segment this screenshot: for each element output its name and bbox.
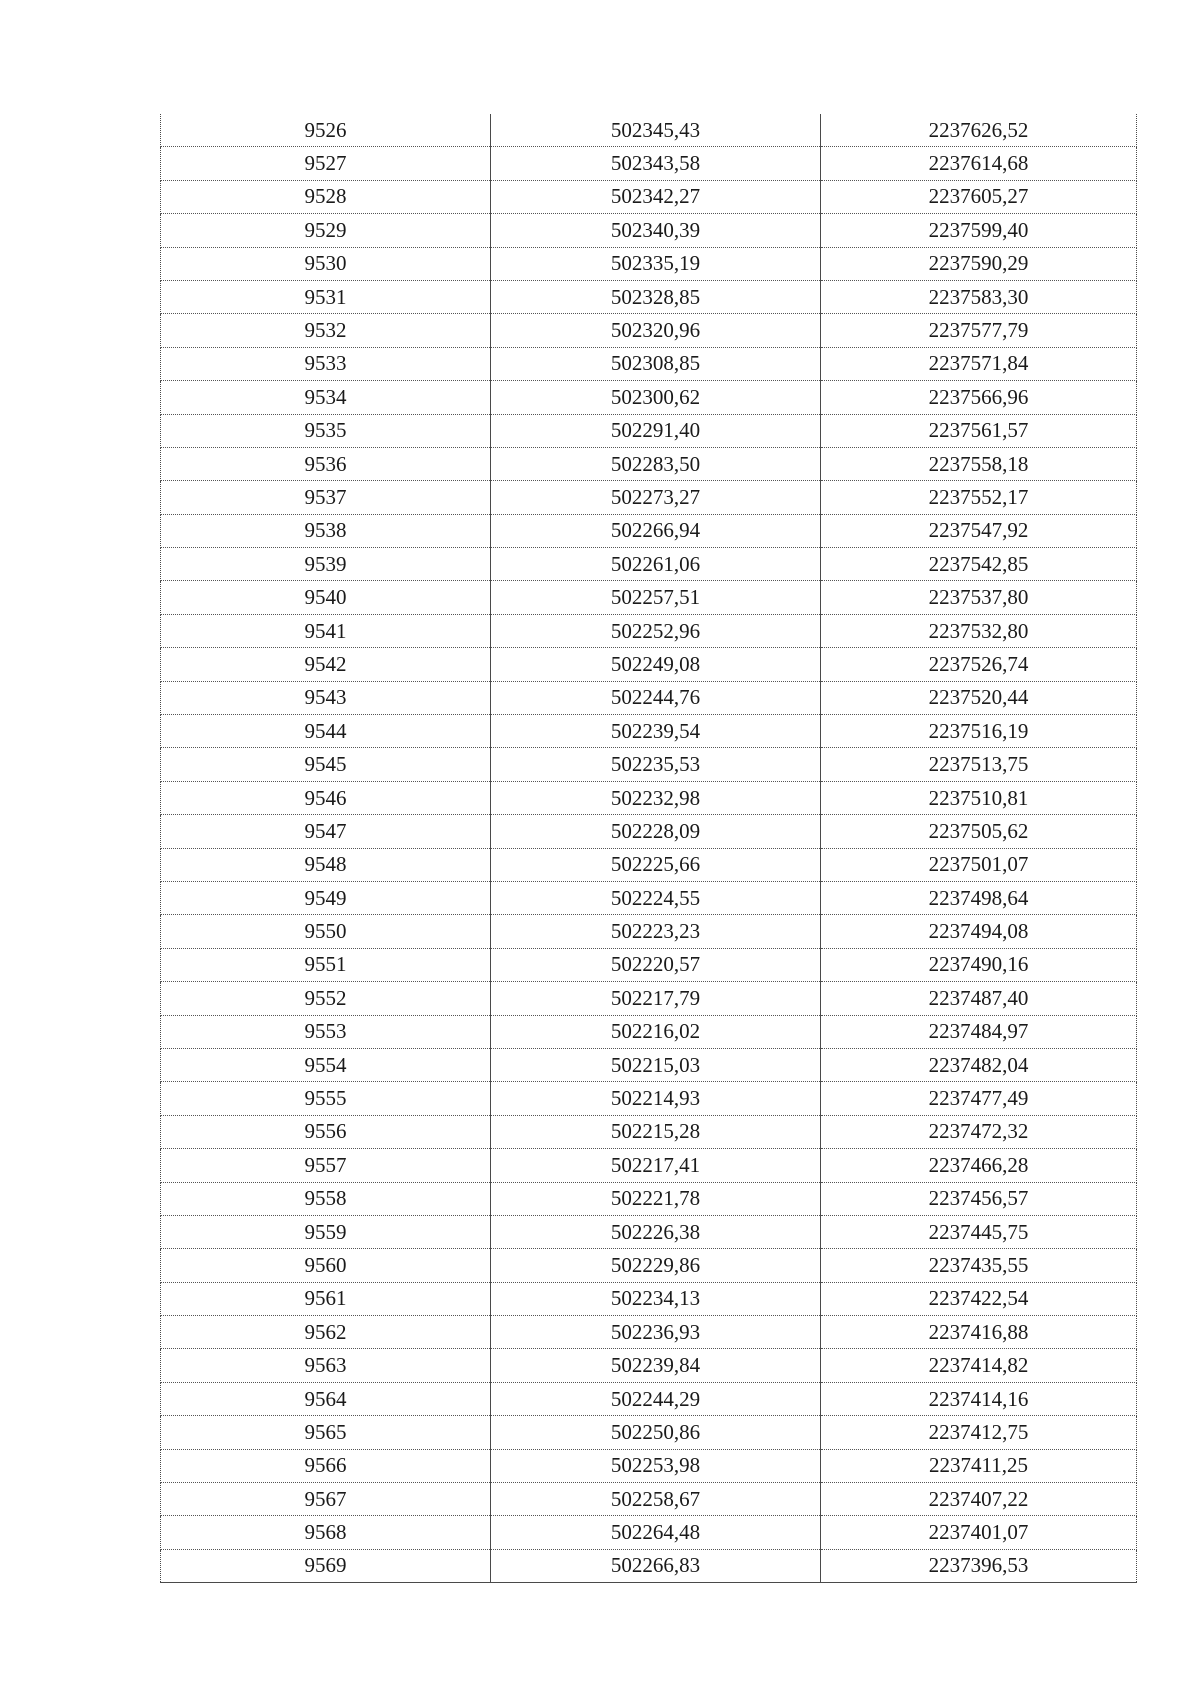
- y-coordinate-cell: 2237561,57: [821, 414, 1137, 447]
- y-coordinate-cell: 2237532,80: [821, 614, 1137, 647]
- table-row: [161, 614, 1137, 647]
- table-row: [161, 1015, 1137, 1048]
- table-row: [161, 1215, 1137, 1248]
- x-coordinate-cell: 502236,93: [491, 1316, 821, 1349]
- table-row: [161, 1483, 1137, 1516]
- y-coordinate-cell: 2237482,04: [821, 1048, 1137, 1081]
- point-number-cell: 9568: [161, 1516, 491, 1549]
- table-row: [161, 214, 1137, 247]
- point-number-cell: 9528: [161, 180, 491, 213]
- table-row: [161, 114, 1137, 147]
- x-coordinate-cell: 502229,86: [491, 1249, 821, 1282]
- table-row: [161, 280, 1137, 313]
- y-coordinate-cell: 2237501,07: [821, 848, 1137, 881]
- x-coordinate-cell: 502226,38: [491, 1215, 821, 1248]
- table-row: [161, 1182, 1137, 1215]
- point-number-cell: 9556: [161, 1115, 491, 1148]
- y-coordinate-cell: 2237445,75: [821, 1215, 1137, 1248]
- y-coordinate-cell: 2237513,75: [821, 748, 1137, 781]
- y-coordinate-cell: 2237472,32: [821, 1115, 1137, 1148]
- y-coordinate-cell: 2237566,96: [821, 381, 1137, 414]
- y-coordinate-cell: 2237590,29: [821, 247, 1137, 280]
- table-row: [161, 1316, 1137, 1349]
- y-coordinate-cell: 2237490,16: [821, 948, 1137, 981]
- point-number-cell: 9563: [161, 1349, 491, 1382]
- y-coordinate-cell: 2237414,16: [821, 1382, 1137, 1415]
- point-number-cell: 9549: [161, 881, 491, 914]
- point-number-cell: 9537: [161, 481, 491, 514]
- x-coordinate-cell: 502232,98: [491, 781, 821, 814]
- y-coordinate-cell: 2237599,40: [821, 214, 1137, 247]
- y-coordinate-cell: 2237494,08: [821, 915, 1137, 948]
- x-coordinate-cell: 502250,86: [491, 1416, 821, 1449]
- point-number-cell: 9541: [161, 614, 491, 647]
- x-coordinate-cell: 502235,53: [491, 748, 821, 781]
- x-coordinate-cell: 502340,39: [491, 214, 821, 247]
- table-row: [161, 881, 1137, 914]
- table-row: [161, 314, 1137, 347]
- table-row: [161, 815, 1137, 848]
- table-row: [161, 1349, 1137, 1382]
- y-coordinate-cell: 2237520,44: [821, 681, 1137, 714]
- y-coordinate-cell: 2237435,55: [821, 1249, 1137, 1282]
- x-coordinate-cell: 502215,03: [491, 1048, 821, 1081]
- y-coordinate-cell: 2237414,82: [821, 1349, 1137, 1382]
- point-number-cell: 9555: [161, 1082, 491, 1115]
- point-number-cell: 9540: [161, 581, 491, 614]
- table-row: [161, 648, 1137, 681]
- point-number-cell: 9559: [161, 1215, 491, 1248]
- table-row: [161, 781, 1137, 814]
- y-coordinate-cell: 2237558,18: [821, 447, 1137, 480]
- coordinates-table: [160, 114, 1137, 1583]
- point-number-cell: 9527: [161, 147, 491, 180]
- x-coordinate-cell: 502244,29: [491, 1382, 821, 1415]
- table-row: [161, 915, 1137, 948]
- point-number-cell: 9557: [161, 1149, 491, 1182]
- y-coordinate-cell: 2237510,81: [821, 781, 1137, 814]
- x-coordinate-cell: 502228,09: [491, 815, 821, 848]
- point-number-cell: 9550: [161, 915, 491, 948]
- x-coordinate-cell: 502239,84: [491, 1349, 821, 1382]
- point-number-cell: 9545: [161, 748, 491, 781]
- x-coordinate-cell: 502342,27: [491, 180, 821, 213]
- table-row: [161, 1449, 1137, 1482]
- point-number-cell: 9538: [161, 514, 491, 547]
- x-coordinate-cell: 502258,67: [491, 1483, 821, 1516]
- x-coordinate-cell: 502264,48: [491, 1516, 821, 1549]
- point-number-cell: 9535: [161, 414, 491, 447]
- point-number-cell: 9546: [161, 781, 491, 814]
- table-row: [161, 848, 1137, 881]
- x-coordinate-cell: 502283,50: [491, 447, 821, 480]
- y-coordinate-cell: 2237626,52: [821, 114, 1137, 147]
- table-row: [161, 1516, 1137, 1549]
- y-coordinate-cell: 2237614,68: [821, 147, 1137, 180]
- table-row: [161, 1249, 1137, 1282]
- point-number-cell: 9569: [161, 1549, 491, 1582]
- x-coordinate-cell: 502221,78: [491, 1182, 821, 1215]
- table-row: [161, 1149, 1137, 1182]
- y-coordinate-cell: 2237396,53: [821, 1549, 1137, 1582]
- point-number-cell: 9539: [161, 548, 491, 581]
- y-coordinate-cell: 2237401,07: [821, 1516, 1137, 1549]
- x-coordinate-cell: 502217,79: [491, 982, 821, 1015]
- point-number-cell: 9562: [161, 1316, 491, 1349]
- y-coordinate-cell: 2237571,84: [821, 347, 1137, 380]
- table-row: [161, 748, 1137, 781]
- y-coordinate-cell: 2237498,64: [821, 881, 1137, 914]
- point-number-cell: 9533: [161, 347, 491, 380]
- y-coordinate-cell: 2237583,30: [821, 280, 1137, 313]
- y-coordinate-cell: 2237505,62: [821, 815, 1137, 848]
- table-row: [161, 180, 1137, 213]
- x-coordinate-cell: 502215,28: [491, 1115, 821, 1148]
- x-coordinate-cell: 502266,94: [491, 514, 821, 547]
- point-number-cell: 9567: [161, 1483, 491, 1516]
- x-coordinate-cell: 502328,85: [491, 280, 821, 313]
- point-number-cell: 9547: [161, 815, 491, 848]
- y-coordinate-cell: 2237516,19: [821, 715, 1137, 748]
- y-coordinate-cell: 2237422,54: [821, 1282, 1137, 1315]
- x-coordinate-cell: 502291,40: [491, 414, 821, 447]
- point-number-cell: 9560: [161, 1249, 491, 1282]
- x-coordinate-cell: 502224,55: [491, 881, 821, 914]
- x-coordinate-cell: 502266,83: [491, 1549, 821, 1582]
- x-coordinate-cell: 502273,27: [491, 481, 821, 514]
- point-number-cell: 9542: [161, 648, 491, 681]
- table-row: [161, 1382, 1137, 1415]
- point-number-cell: 9543: [161, 681, 491, 714]
- y-coordinate-cell: 2237542,85: [821, 548, 1137, 581]
- table-row: [161, 1549, 1137, 1582]
- point-number-cell: 9544: [161, 715, 491, 748]
- table-row: [161, 247, 1137, 280]
- point-number-cell: 9531: [161, 280, 491, 313]
- table-row: [161, 681, 1137, 714]
- y-coordinate-cell: 2237537,80: [821, 581, 1137, 614]
- table-row: [161, 581, 1137, 614]
- table-row: [161, 1416, 1137, 1449]
- x-coordinate-cell: 502300,62: [491, 381, 821, 414]
- y-coordinate-cell: 2237547,92: [821, 514, 1137, 547]
- table-row: [161, 715, 1137, 748]
- y-coordinate-cell: 2237526,74: [821, 648, 1137, 681]
- table-row: [161, 1082, 1137, 1115]
- point-number-cell: 9551: [161, 948, 491, 981]
- y-coordinate-cell: 2237477,49: [821, 1082, 1137, 1115]
- point-number-cell: 9530: [161, 247, 491, 280]
- point-number-cell: 9552: [161, 982, 491, 1015]
- table-row: [161, 347, 1137, 380]
- table-row: [161, 1115, 1137, 1148]
- x-coordinate-cell: 502216,02: [491, 1015, 821, 1048]
- table-row: [161, 414, 1137, 447]
- y-coordinate-cell: 2237412,75: [821, 1416, 1137, 1449]
- x-coordinate-cell: 502320,96: [491, 314, 821, 347]
- point-number-cell: 9554: [161, 1048, 491, 1081]
- point-number-cell: 9561: [161, 1282, 491, 1315]
- x-coordinate-cell: 502220,57: [491, 948, 821, 981]
- x-coordinate-cell: 502223,23: [491, 915, 821, 948]
- y-coordinate-cell: 2237411,25: [821, 1449, 1137, 1482]
- x-coordinate-cell: 502217,41: [491, 1149, 821, 1182]
- x-coordinate-cell: 502239,54: [491, 715, 821, 748]
- x-coordinate-cell: 502214,93: [491, 1082, 821, 1115]
- y-coordinate-cell: 2237407,22: [821, 1483, 1137, 1516]
- y-coordinate-cell: 2237552,17: [821, 481, 1137, 514]
- y-coordinate-cell: 2237487,40: [821, 982, 1137, 1015]
- point-number-cell: 9566: [161, 1449, 491, 1482]
- table-row: [161, 481, 1137, 514]
- x-coordinate-cell: 502261,06: [491, 548, 821, 581]
- y-coordinate-cell: 2237605,27: [821, 180, 1137, 213]
- x-coordinate-cell: 502257,51: [491, 581, 821, 614]
- point-number-cell: 9526: [161, 114, 491, 147]
- x-coordinate-cell: 502244,76: [491, 681, 821, 714]
- x-coordinate-cell: 502345,43: [491, 114, 821, 147]
- y-coordinate-cell: 2237466,28: [821, 1149, 1137, 1182]
- table-row: [161, 514, 1137, 547]
- y-coordinate-cell: 2237577,79: [821, 314, 1137, 347]
- table-row: [161, 147, 1137, 180]
- point-number-cell: 9534: [161, 381, 491, 414]
- point-number-cell: 9558: [161, 1182, 491, 1215]
- point-number-cell: 9553: [161, 1015, 491, 1048]
- x-coordinate-cell: 502225,66: [491, 848, 821, 881]
- table-row: [161, 1282, 1137, 1315]
- table-row: [161, 447, 1137, 480]
- table-row: [161, 381, 1137, 414]
- coordinates-table-body: [161, 114, 1137, 1583]
- table-row: [161, 948, 1137, 981]
- x-coordinate-cell: 502253,98: [491, 1449, 821, 1482]
- point-number-cell: 9565: [161, 1416, 491, 1449]
- y-coordinate-cell: 2237484,97: [821, 1015, 1137, 1048]
- x-coordinate-cell: 502335,19: [491, 247, 821, 280]
- point-number-cell: 9564: [161, 1382, 491, 1415]
- x-coordinate-cell: 502308,85: [491, 347, 821, 380]
- y-coordinate-cell: 2237416,88: [821, 1316, 1137, 1349]
- point-number-cell: 9536: [161, 447, 491, 480]
- y-coordinate-cell: 2237456,57: [821, 1182, 1137, 1215]
- table-row: [161, 1048, 1137, 1081]
- x-coordinate-cell: 502343,58: [491, 147, 821, 180]
- x-coordinate-cell: 502234,13: [491, 1282, 821, 1315]
- x-coordinate-cell: 502249,08: [491, 648, 821, 681]
- point-number-cell: 9532: [161, 314, 491, 347]
- point-number-cell: 9529: [161, 214, 491, 247]
- table-row: [161, 548, 1137, 581]
- x-coordinate-cell: 502252,96: [491, 614, 821, 647]
- point-number-cell: 9548: [161, 848, 491, 881]
- table-row: [161, 982, 1137, 1015]
